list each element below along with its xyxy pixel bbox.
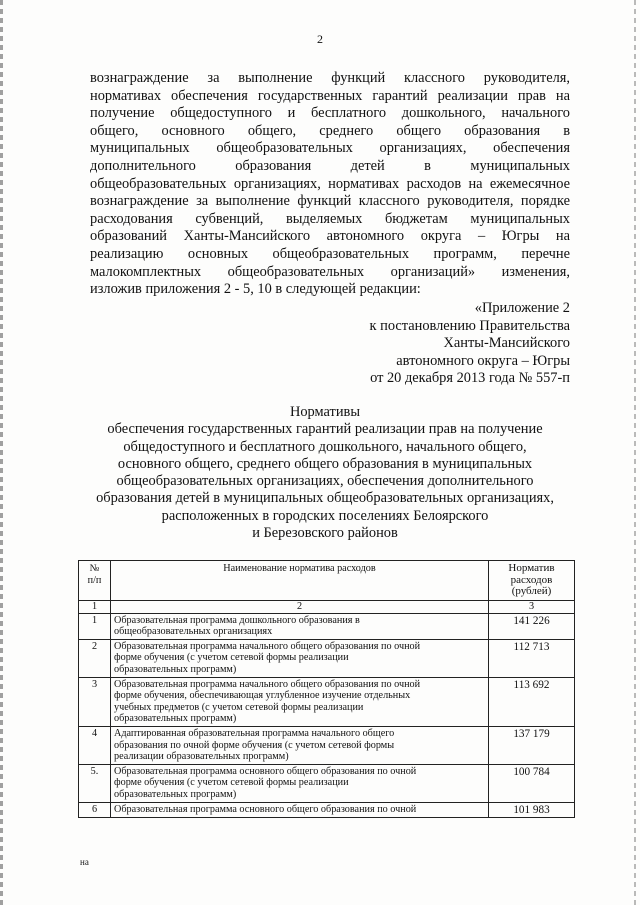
appendix-reference: [250, 300, 570, 388]
body-line: малокомплектных общеобразовательных организаций» изменения,: [90, 263, 570, 280]
table-row: [79, 802, 575, 818]
table-row: [79, 726, 575, 764]
body-line: общеобразовательных организациях, нормативах расходов на ежемесячное: [90, 175, 570, 192]
row-number: 4: [79, 726, 111, 764]
heading-line: основного общего, среднего общего образования в муниципальных: [117, 455, 533, 472]
appendix-ref-line: Ханты-Мансийского: [443, 335, 570, 352]
body-line: образований Ханты-Мансийского автономного округа – Югры на: [90, 228, 570, 245]
body-paragraph: [90, 70, 570, 299]
body-line: дополнительного образования детей в муниципальных: [90, 157, 570, 174]
scan-edge-right: [634, 0, 636, 905]
row-number: 2: [79, 639, 111, 677]
body-line: нормативах обеспечения государственных гарантий реализации прав на: [90, 87, 570, 104]
table-row: [79, 613, 575, 639]
header-value: Норматив расходов (рублей): [489, 561, 575, 601]
table-row: [79, 639, 575, 677]
row-number: 6: [79, 802, 111, 818]
row-name: Адаптированная образовательная программа начального общего образования по очной форме обучения (с учетом сетевой формы реализации образовательных программ): [111, 726, 489, 764]
body-line: получение общедоступного и бесплатного дошкольного, начального: [90, 105, 570, 122]
heading-line: общеобразовательных организациях, обеспечения дополнительного: [116, 473, 534, 490]
column-number-row: [79, 601, 575, 614]
row-value: 141 226: [489, 613, 575, 639]
row-value: 112 713: [489, 639, 575, 677]
heading-line: образования детей в муниципальных общеобразовательных организациях,: [96, 490, 554, 507]
row-value: 101 983: [489, 802, 575, 818]
row-name: Образовательная программа основного общего образования по очной: [111, 802, 489, 818]
row-number: 3: [79, 677, 111, 726]
row-name: Образовательная программа начального общего образования по очной форме обучения, обеспечивающая углубленное изучение отдельных учебных предметов (с учетом сетевой формы реализации образовательных программ): [111, 677, 489, 726]
body-line: расходования субвенций, выделяемых бюджетам муниципальных: [90, 210, 570, 227]
document-heading: [70, 404, 580, 542]
table-row: [79, 764, 575, 802]
body-line: муниципальных общеобразовательных организациях, обеспечения: [90, 140, 570, 157]
heading-line: расположенных в городских поселениях Белоярского: [161, 507, 489, 524]
column-number-3: 3: [489, 601, 575, 614]
scan-edge-left: [0, 0, 3, 905]
norms-table: [78, 560, 575, 818]
appendix-ref-line: от 20 декабря 2013 года № 557-п: [370, 370, 570, 387]
row-name: Образовательная программа дошкольного образования в общеобразовательных организациях: [111, 613, 489, 639]
appendix-ref-line: автономного округа – Югры: [396, 352, 570, 369]
column-number-2: 2: [111, 601, 489, 614]
page-number: 2: [317, 32, 323, 46]
row-value: 113 692: [489, 677, 575, 726]
header-name: Наименование норматива расходов: [111, 561, 489, 601]
table-row: [79, 677, 575, 726]
appendix-ref-line: к постановлению Правительства: [369, 317, 570, 334]
heading-line: обеспечения государственных гарантий реализации прав на получение: [107, 421, 543, 438]
row-number: 5.: [79, 764, 111, 802]
row-name: Образовательная программа основного общего образования по очной форме обучения (с учетом сетевой формы реализации образовательных программ): [111, 764, 489, 802]
heading-line: общедоступного и бесплатного дошкольного, начального общего,: [123, 438, 527, 455]
heading-title: Нормативы: [289, 404, 361, 420]
table-header-row: [79, 561, 575, 601]
footer-note: на: [80, 857, 89, 867]
row-name: Образовательная программа начального общего образования по очной форме обучения (с учетом сетевой формы реализации образовательных программ): [111, 639, 489, 677]
heading-line: и Березовского районов: [252, 525, 398, 542]
body-line: вознаграждение за выполнение функций классного руководителя,: [90, 70, 570, 86]
body-line: реализацию основных общеобразовательных программ, перечне: [90, 245, 570, 262]
header-number: № п/п: [79, 561, 111, 601]
row-value: 100 784: [489, 764, 575, 802]
body-line: изложив приложения 2 - 5, 10 в следующей редакции:: [90, 281, 421, 298]
column-number-1: 1: [79, 601, 111, 614]
body-line: общего, основного общего, среднего общего образования в: [90, 122, 570, 139]
row-number: 1: [79, 613, 111, 639]
body-line: вознаграждение за выполнение функций классного руководителя, порядке: [90, 193, 570, 210]
appendix-ref-line: «Приложение 2: [474, 300, 570, 316]
row-value: 137 179: [489, 726, 575, 764]
